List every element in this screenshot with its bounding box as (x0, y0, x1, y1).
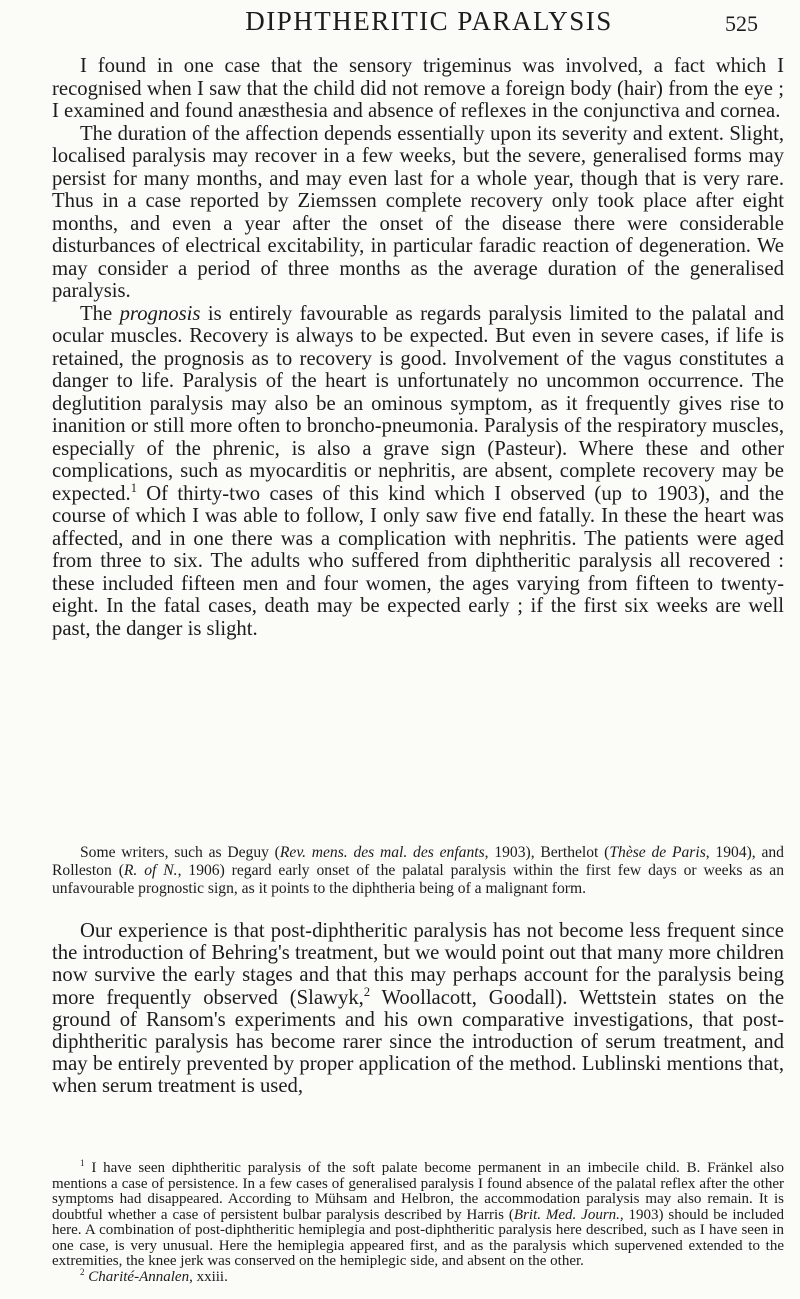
running-title: DIPHTHERITIC PARALYSIS (245, 6, 613, 36)
footnote-1: $^1$ I have seen diphtheritic paralysis of the soft palate become permanent in an imbecile child. B. Fränkel also mentions a case of persistence. In a few cases of generalised paralysis I found absence of the palatal reflex after the other symptoms had disappeared. According to Mühsam and Helbron, the accommodation paralysis may also remain. It is doubtful whether a case of persistent bulbar paralysis described by Harris (Brit. Med. Journ., 1903) should be included here. A combination of post-diphtheritic hemiplegia and post-diphtheritic paralysis here described, such as I have seen in one case, is very unusual. Here the hemiplegia appeared first, and as the paralysis which supervened extended to the extremities, the knee jerk was conserved on the hemiplegic side, and absent on the other. (52, 1158, 784, 1269)
footnote-section-1 (52, 844, 784, 898)
footnote-marker-1: 1 (130, 480, 137, 495)
page-number: 525 (725, 11, 758, 36)
paragraph-duration: The duration of the affection depends essentially upon its severity and extent. Slight, localised paralysis may recover in a few weeks, but the severe, generalised forms may persist for many months, and may even last for a whole year, though that is very rare. Thus in a case reported by Ziemssen complete recovery only took place after eight months, and even a year after the onset of the disease there were considerable disturbances of electrical excitability, in particular faradic reaction of degeneration. We may consider a period of three months as the average duration of the generalised paralysis. (52, 122, 784, 302)
footnotes (52, 1158, 784, 1285)
main-text-section-1 (52, 55, 784, 640)
paragraph-experience: Our experience is that post-diphtheritic paralysis has not become less frequent since the introduction of Behring's treatment, but we would point out that many more children now survive the early stages and that this may perhaps account for the paralysis being more frequently observed (Slawyk,$^2$ Woollacott, Goodall). Wettstein states on the ground of Ransom's experiments and his own comparative investigations, that post-diphtheritic paralysis has become rarer since the introduction of serum treatment, and may be entirely prevented by proper application of the method. Lublinski mentions that, when serum treatment is used, (52, 920, 784, 1098)
prognosis-term: prognosis (119, 302, 201, 325)
footnote-deguy: Some writers, such as Deguy (Rev. mens. des mal. des enfants, 1903), Berthelot (Thèse de Paris, 1904), and Rolleston (R. of N., 1906) regard early onset of the palatal paralysis within the first few days or weeks as an unfavourable prognostic sign, as it points to the diphtheria being of a malignant form. (52, 844, 784, 897)
page-header (100, 4, 758, 44)
main-text-section-2 (52, 920, 784, 1098)
paragraph-trigeminus: I found in one case that the sensory trigeminus was involved, a fact which I recognised when I saw that the child did not remove a foreign body (hair) from the eye ; I examined and found anæsthesia and absence of reflexes in the conjunctiva and cornea. (52, 55, 784, 122)
paragraph-prognosis: The prognosis is entirely favourable as regards paralysis limited to the palatal and ocular muscles. Recovery is always to be expected. But even in severe cases, if life is retained, the prognosis as to recovery is good. Involvement of the vagus constitutes a danger to life. Paralysis of the heart is unfortunately no uncommon occurrence. The deglutition paralysis may also be an ominous symptom, as it frequently gives rise to inanition or still more often to broncho-pneumonia. Paralysis of the respiratory muscles, especially of the phrenic, is also a grave sign (Pasteur). Where these and other complications, such as myocarditis or nephritis, are absent, complete recovery may be expected.$^1$ Of thirty-two cases of this kind which I observed (up to 1903), and the course of which I was able to follow, I only saw five end fatally. In these the heart was affected, and in one there was a complication with nephritis. The patients were aged from three to six. The adults who suffered from diphtheritic paralysis all recovered : these included fifteen men and four women, the ages varying from fifteen to twenty-eight. In the fatal cases, death may be expected early ; if the first six weeks are well past, the danger is slight. (52, 302, 784, 640)
footnote-2: $^2$ Charité-Annalen, xxiii. (80, 1266, 228, 1285)
footnote-marker-2: 2 (363, 984, 371, 999)
